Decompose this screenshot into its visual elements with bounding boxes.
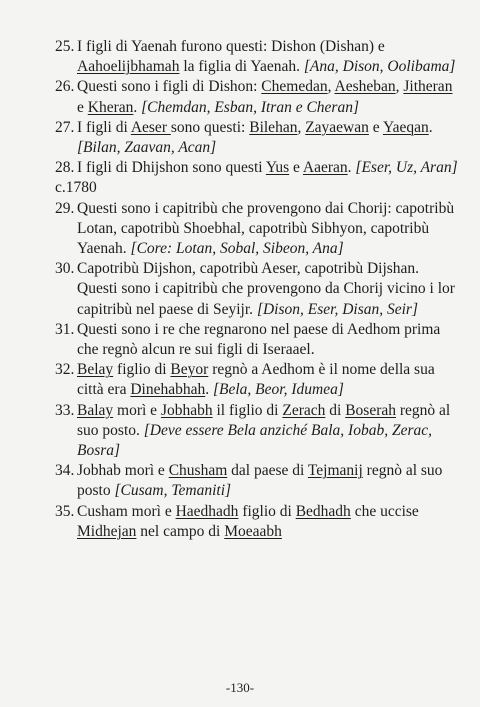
underlined-name: Aahoelijbhamah xyxy=(77,58,180,76)
verse-text xyxy=(77,118,460,158)
verse-text-segment: I figli di Yaenah furono questi: Dishon (Dishan) e xyxy=(77,38,385,55)
bracketed-note: [Chemdan, Esban, Itran e Cheran] xyxy=(141,98,359,116)
verse-text-segment: e xyxy=(289,159,303,177)
verse xyxy=(55,502,460,542)
verse-text-segment: , xyxy=(395,78,404,96)
underlined-name: Kheran xyxy=(87,98,134,116)
verse-text-segment: . xyxy=(428,118,433,136)
verse-text xyxy=(77,461,460,501)
underlined-name: Aesheban xyxy=(334,78,396,96)
verse xyxy=(55,118,460,158)
verse xyxy=(55,37,460,77)
verse-number: 32. xyxy=(55,361,75,379)
verse-number: 34. xyxy=(55,462,75,480)
verse-text-segment: morì e xyxy=(113,401,161,419)
underlined-name: Bilehan xyxy=(249,118,298,136)
verse xyxy=(55,199,460,260)
verse-text xyxy=(77,37,460,77)
verse-number: 26. xyxy=(55,78,75,96)
verse-text xyxy=(77,502,460,542)
bracketed-note: [Ana, Dison, Oolibama] xyxy=(303,58,456,76)
underlined-name: Midhejan xyxy=(77,522,137,540)
bracketed-note: [Deve essere Bela anziché Bala, Iobab, Zerac, Bosra] xyxy=(77,421,432,460)
verse-text-segment: nel campo di xyxy=(136,522,225,540)
underlined-name: Dinehabhah xyxy=(130,381,206,399)
verse-text-segment: dal paese di xyxy=(227,462,308,480)
verse-list xyxy=(55,37,460,542)
verse-text xyxy=(77,199,460,260)
underlined-name: Aaeran xyxy=(302,159,348,177)
verse-number: 28. xyxy=(55,159,75,177)
bracketed-note: [Bela, Beor, Idumea] xyxy=(213,381,344,399)
underlined-name: Tejmanij xyxy=(307,462,363,480)
verse-text-segment: Questi sono i capitribù che provengono dai Chorij: capotribù Lotan, capotribù Shoebhal, capotribù Sibhyon, capotribù Yaenah. xyxy=(77,199,455,258)
verse xyxy=(55,158,460,178)
underlined-name: Moeaabh xyxy=(224,522,282,540)
verse-text xyxy=(77,259,460,320)
verse-text xyxy=(77,158,460,178)
verse-text-segment: . xyxy=(205,381,213,399)
underlined-name: Zayaewan xyxy=(305,118,369,136)
verse-number: 30. xyxy=(55,260,75,278)
underlined-name: Jitheran xyxy=(403,78,453,96)
verse-number: 31. xyxy=(55,320,75,338)
bracketed-note: [Eser, Uz, Aran] xyxy=(355,159,458,177)
underlined-name: Balay xyxy=(77,401,114,419)
bracketed-note: [Cusam, Temaniti] xyxy=(114,482,232,500)
bracketed-note: [Bilan, Zaavan, Acan] xyxy=(77,139,217,157)
verse-text-segment: sono questi: xyxy=(170,118,250,136)
bracketed-note: [Core: Lotan, Sobal, Sibeon, Ana] xyxy=(130,240,344,258)
verse-text-segment: . xyxy=(133,98,142,116)
verse xyxy=(55,320,460,360)
verse-text-segment: il figlio di xyxy=(212,401,283,419)
underlined-name: Zerach xyxy=(282,401,326,419)
underlined-name: Jobhabh xyxy=(160,401,213,419)
verse-text-segment: regnò a Aedhom è il nome della sua città era xyxy=(77,361,435,399)
verse-text xyxy=(77,401,460,462)
verse-number: 35. xyxy=(55,502,75,520)
verse-text-segment: Cusham morì e xyxy=(77,502,176,520)
verse xyxy=(55,360,460,400)
verse-text-segment: . xyxy=(347,159,356,177)
verse-text-segment: I figli di xyxy=(77,118,131,136)
page-number: -130- xyxy=(225,680,255,695)
underlined-name: Chusham xyxy=(168,462,228,480)
underlined-name: Chemedan xyxy=(261,78,328,96)
verse-text-segment: la figlia di Yaenah. xyxy=(179,58,304,76)
underlined-name: Yaeqan xyxy=(382,118,429,136)
verse-text-segment: , xyxy=(327,78,335,96)
verse xyxy=(55,401,460,462)
verse-text-segment: e xyxy=(77,98,88,116)
verse-text-segment: regnò al suo posto. xyxy=(77,401,451,439)
verse-text-segment: Jobhab morì e xyxy=(77,462,169,480)
year-marker: c.1780 xyxy=(55,179,97,197)
verse-text-segment: , xyxy=(297,118,306,136)
verse-text xyxy=(77,360,460,400)
verse xyxy=(55,259,460,320)
verse-text-segment: I figli di Dhijshon sono questi xyxy=(77,159,266,177)
verse-text-segment: Capotribù Dijshon, capotribù Aeser, capotribù Dijshan. Questi sono i capitribù che provengono da Chorij vicino i lor capitribù nel paese di Seyijr. xyxy=(77,260,455,318)
verse-text xyxy=(77,77,460,117)
verse-text-segment: che uccise xyxy=(350,502,419,520)
underlined-name: Haedhadh xyxy=(175,502,239,520)
verse-text-segment: regnò al suo posto xyxy=(77,462,443,500)
verse-text xyxy=(77,320,460,360)
verse-number: 29. xyxy=(55,199,75,217)
underlined-name: Beyor xyxy=(170,361,209,379)
verse-text-segment: Questi sono i re che regnarono nel paese di Aedhom prima che regnò alcun re sui figli di Iseraael. xyxy=(77,320,441,359)
underlined-name: Belay xyxy=(77,361,114,379)
verse-text-segment: figlio di xyxy=(238,502,296,520)
verse-text-segment: di xyxy=(325,401,346,419)
verse-text-segment: Questi sono i figli di Dishon: xyxy=(77,78,262,96)
verse-text-segment: e xyxy=(368,118,383,136)
verse xyxy=(55,461,460,501)
underlined-name: Aeser xyxy=(130,118,171,136)
verse-number: 33. xyxy=(55,401,75,419)
bracketed-note: [Dison, Eser, Disan, Seir] xyxy=(256,300,418,318)
verse-number: 25. xyxy=(55,38,75,55)
underlined-name: Boserah xyxy=(345,401,396,419)
underlined-name: Yus xyxy=(265,159,290,177)
verse-number: 27. xyxy=(55,118,75,136)
verse-text-segment: figlio di xyxy=(113,361,171,379)
verse xyxy=(55,77,460,117)
underlined-name: Bedhadh xyxy=(295,502,351,520)
